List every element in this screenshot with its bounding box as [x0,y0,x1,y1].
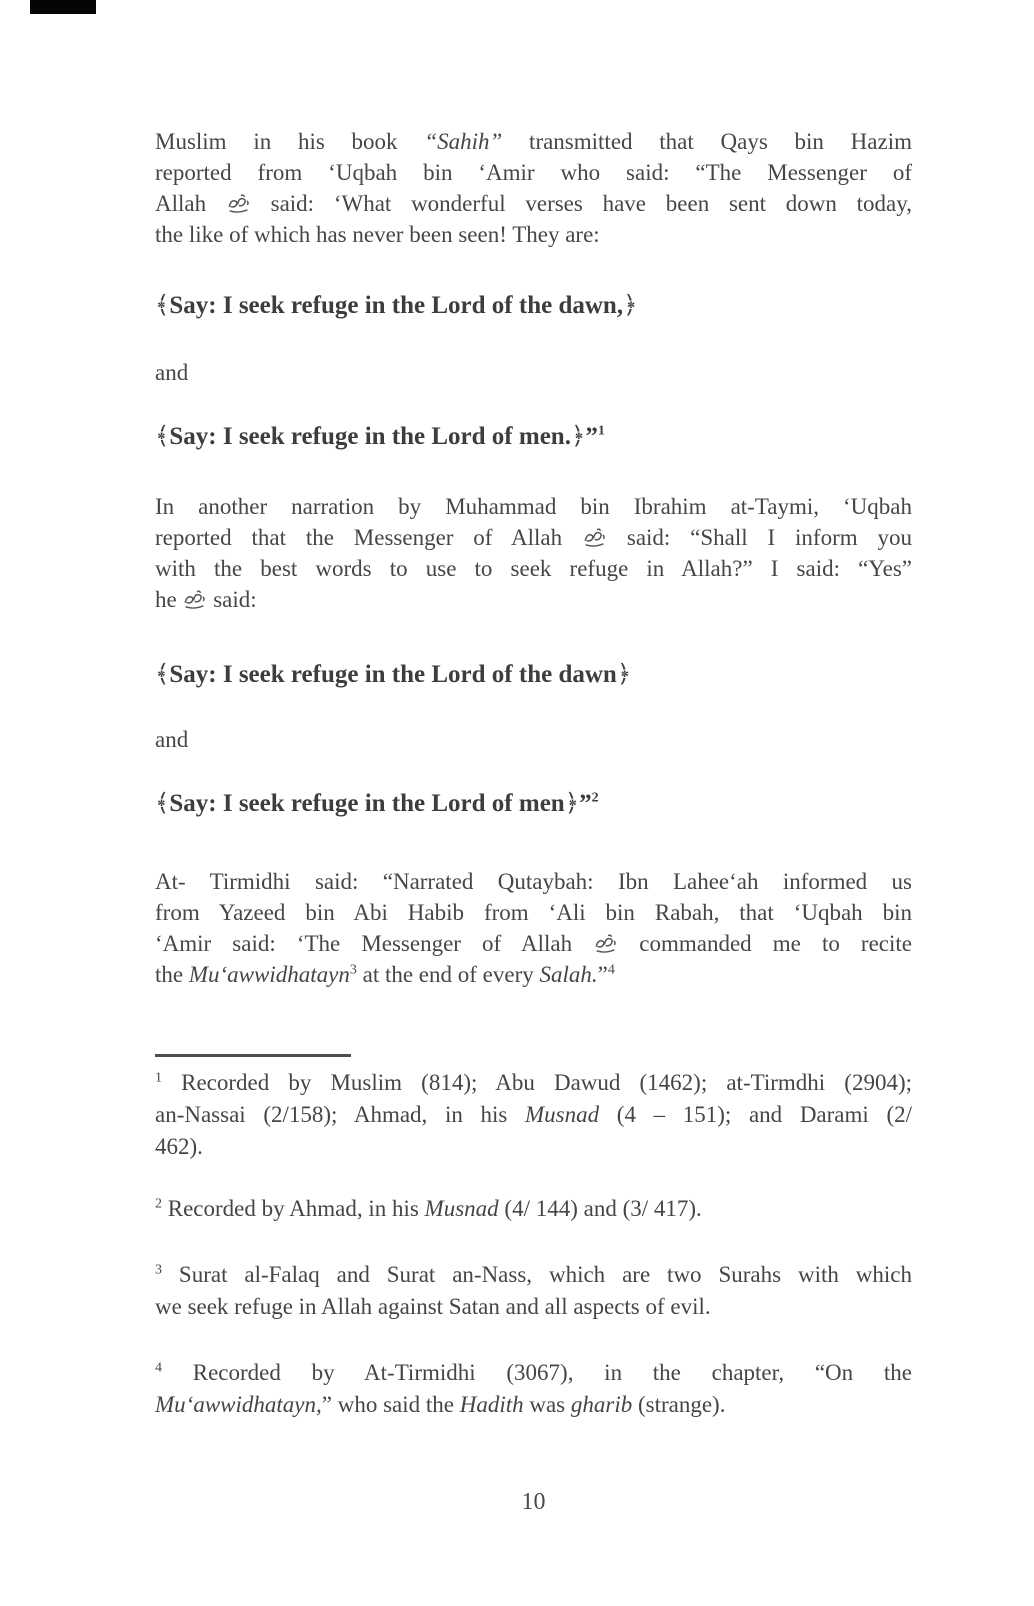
text-segment: Say: I seek refuge in the Lord of the dawn [169,661,617,688]
text-line [155,1067,912,1099]
text-line [155,657,912,692]
text-line [155,1259,912,1291]
paragraph-tirmidhi [155,866,912,990]
pbuh-symbol-icon [183,589,206,610]
text-line [155,522,912,553]
text-line [155,959,912,990]
text-segment: and [155,727,189,752]
footnote-4 [155,1357,912,1421]
text-line [155,866,912,897]
ornate-bracket: ﴿ [623,290,638,319]
text-segment: Say: I seek refuge in the Lord of men. [169,423,571,450]
italic-text: Musnad [424,1196,499,1221]
text-segment: Recorded by At-Tirmidhi (3067), in the chapter, “On the [162,1360,912,1385]
conjunction-and-1 [155,357,912,388]
italic-text: Musnad [525,1102,600,1127]
text-segment: reported that the Messenger of Allah [155,525,583,550]
text-line [155,1357,912,1389]
footnote-ref: 3 [155,1262,162,1278]
text-segment: Recorded by Muslim (814); Abu Dawud (1462); at-Tirmdhi (2904); [162,1070,912,1095]
ornate-bracket: ﴿ [564,788,580,817]
footnote-3 [155,1259,912,1323]
text-line [155,157,912,188]
ornate-bracket: ﴿ [570,421,586,450]
text-line [155,126,912,157]
quran-quote-men-2 [155,786,912,821]
text-segment: ‘Amir said: ‘The Messenger of Allah [155,931,594,956]
text-line [155,1131,912,1163]
page-text-column [155,0,912,1518]
ornate-bracket: ﴾ [155,421,170,450]
footnote-2 [155,1193,912,1225]
text-line [155,419,912,454]
text-segment: the like of which has never been seen! They are: [155,222,600,247]
text-segment: with the best words to use to seek refuge in Allah?” I said: “Yes” [155,556,912,581]
text-segment: an-Nassai (2/158); Ahmad, in his [155,1102,525,1127]
text-line [155,288,912,323]
text-segment: he [155,587,183,612]
text-segment: was [523,1392,571,1417]
footnote-ref: 3 [349,962,357,978]
text-segment: and [155,360,189,385]
text-segment: Muslim in his book [155,129,425,154]
text-segment: at the end of every [356,962,540,987]
quran-quote-dawn-2 [155,657,912,692]
text-line [155,553,912,584]
italic-text: gharib [570,1392,633,1417]
ornate-bracket: ﴿ [616,659,632,688]
text-segment: Recorded by Ahmad, in his [162,1196,425,1221]
text-line [155,188,912,219]
paragraph-another-narration [155,491,912,615]
italic-text: Mu‘awwidhatayn [188,962,350,987]
italic-text: Salah. [539,962,598,987]
text-segment: reported from ‘Uqbah bin ‘Amir who said: “The Messenger of [155,160,912,185]
text-segment: At- Tirmidhi said: “Narrated Qutaybah: Ibn Lahee‘ah informed us [155,869,912,894]
ornate-bracket: ﴾ [155,788,170,817]
ornate-bracket: ﴾ [155,290,170,319]
text-segment: transmitted that Qays bin Hazim [502,129,912,154]
text-segment: Surat al-Falaq and Surat an-Nass, which are two Surahs with which [162,1262,912,1287]
paragraph-muslim-sahih [155,0,912,250]
text-segment: we seek refuge in Allah against Satan and all aspects of evil. [155,1294,711,1319]
text-line [155,786,912,821]
text-segment: from Yazeed bin Abi Habib from ‘Ali bin Rabah, that ‘Uqbah bin [155,900,912,925]
footnote-ref: 2 [155,1196,162,1212]
pbuh-symbol-icon [227,193,250,214]
quran-quote-men-1 [155,419,912,454]
text-line [155,1389,912,1421]
text-line [155,928,912,959]
text-segment: Say: I seek refuge in the Lord of the dawn, [169,292,624,319]
conjunction-and-2 [155,724,912,755]
text-segment: ” [579,790,592,817]
text-segment: 462). [155,1134,203,1159]
text-line [155,724,912,755]
text-segment: commanded me to recite [618,931,912,956]
text-segment: Allah [155,191,226,216]
text-segment: (strange). [632,1392,726,1417]
text-line [155,491,912,522]
text-segment: (4 – 151); and Darami (2/ [599,1102,912,1127]
ornate-bracket: ﴾ [155,659,170,688]
footnote-separator [155,1054,351,1057]
text-segment: (4/ 144) and (3/ 417). [498,1196,702,1221]
text-segment: the [155,962,189,987]
page-number: 10 [521,1489,546,1515]
text-segment: said: ‘What wonderful verses have been sent down today, [250,191,912,216]
text-segment: ” [585,423,598,450]
pbuh-symbol-icon [583,527,606,548]
footnote-ref: 1 [597,423,605,439]
text-line [155,219,912,250]
text-line [155,1099,912,1131]
footnote-1 [155,1067,912,1163]
text-line [155,1193,912,1225]
scan-artifact [30,0,96,14]
text-segment: said: [207,587,257,612]
text-line [155,897,912,928]
pbuh-symbol-icon [594,933,617,954]
text-segment: said: “Shall I inform you [607,525,913,550]
footnote-ref: 2 [591,790,599,806]
text-line [155,357,912,388]
footnote-ref: 4 [607,962,615,978]
footnote-ref: 1 [155,1070,162,1086]
text-segment: Say: I seek refuge in the Lord of men [169,790,565,817]
text-segment: ” who said the [321,1392,460,1417]
text-line [155,1291,912,1323]
italic-text: Hadith [459,1392,524,1417]
text-segment: ” [597,962,608,987]
italic-text: “Sahih” [424,129,503,154]
footnote-ref: 4 [155,1360,162,1376]
italic-text: Mu‘awwidhatayn, [155,1392,322,1417]
text-line [155,584,912,615]
text-segment: In another narration by Muhammad bin Ibrahim at-Taymi, ‘Uqbah [155,494,912,519]
quran-quote-dawn-1 [155,288,912,323]
